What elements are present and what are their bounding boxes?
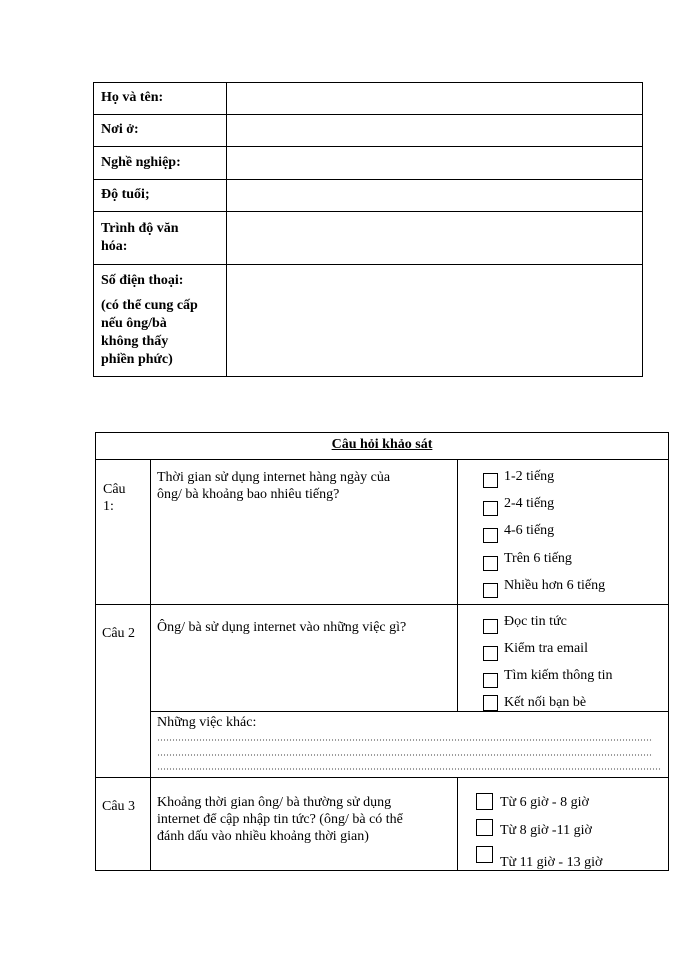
- q3-question-line: internet để cập nhập tin tức? (ông/ bà có thể: [157, 812, 403, 827]
- q1-option-label: 4-6 tiếng: [504, 523, 555, 538]
- q2-other-dotted-line[interactable]: [157, 752, 653, 758]
- q1-option-label: Trên 6 tiếng: [504, 551, 572, 566]
- label-residence: Nơi ở:: [101, 122, 139, 137]
- q2-other-label: Những việc khác:: [157, 715, 257, 730]
- q1-option-label: 1-2 tiếng: [504, 469, 555, 484]
- q2-option-checkbox[interactable]: [483, 695, 498, 711]
- q1-number-line2: 1:: [103, 499, 114, 514]
- label-full-name: Họ và tên:: [101, 90, 164, 105]
- q1-question-line2: ông/ bà khoảng bao nhiêu tiếng?: [157, 487, 340, 502]
- survey-title: Câu hỏi khảo sát: [331, 437, 433, 452]
- input-education[interactable]: [227, 212, 642, 264]
- q1-option-checkbox[interactable]: [483, 583, 498, 598]
- label-phone: Số điện thoại:: [101, 273, 184, 288]
- q2-option-checkbox[interactable]: [483, 673, 498, 688]
- q2-option-label: Tìm kiếm thông tin: [504, 668, 613, 683]
- q2-option-label: Đọc tin tức: [504, 614, 567, 629]
- input-phone[interactable]: [227, 265, 642, 376]
- q2-option-label: Kết nối bạn bè: [504, 695, 587, 710]
- input-residence[interactable]: [227, 115, 642, 146]
- q2-option-label: Kiểm tra email: [504, 641, 588, 656]
- label-education-line2: hóa:: [101, 239, 128, 254]
- q1-question-line1: Thời gian sử dụng internet hàng ngày của: [157, 470, 391, 485]
- q3-number: Câu 3: [102, 799, 136, 814]
- q2-number: Câu 2: [102, 626, 136, 641]
- q3-option-label: Từ 11 giờ - 13 giờ: [500, 855, 603, 870]
- q1-option-checkbox[interactable]: [483, 528, 498, 543]
- q2-other-dotted-line[interactable]: [157, 766, 661, 772]
- q3-option-checkbox[interactable]: [476, 793, 493, 810]
- q2-question: Ông/ bà sử dụng internet vào những việc gì?: [157, 620, 407, 635]
- phone-note-line: nếu ông/bà: [101, 316, 167, 331]
- q3-option-checkbox[interactable]: [476, 846, 493, 863]
- q1-option-checkbox[interactable]: [483, 473, 498, 488]
- phone-note-line: không thấy: [101, 334, 169, 349]
- q2-option-checkbox[interactable]: [483, 646, 498, 661]
- input-full-name[interactable]: [227, 83, 642, 114]
- input-occupation[interactable]: [227, 147, 642, 179]
- phone-note-line: phiền phức): [101, 352, 173, 367]
- q3-question-line: đánh dấu vào nhiều khoảng thời gian): [157, 829, 369, 844]
- q1-option-label: Nhiều hơn 6 tiếng: [504, 578, 606, 593]
- q2-other-dotted-line[interactable]: [157, 737, 653, 743]
- input-age[interactable]: [227, 180, 642, 211]
- q3-option-label: Từ 6 giờ - 8 giờ: [500, 795, 589, 810]
- q3-option-label: Từ 8 giờ -11 giờ: [500, 823, 592, 838]
- q1-number-line1: Câu: [103, 482, 126, 497]
- phone-note-line: (có thể cung cấp: [101, 298, 198, 313]
- label-occupation: Nghề nghiệp:: [101, 155, 181, 170]
- q1-option-checkbox[interactable]: [483, 501, 498, 516]
- q3-option-checkbox[interactable]: [476, 819, 493, 836]
- q2-option-checkbox[interactable]: [483, 619, 498, 634]
- label-education-line1: Trình độ văn: [101, 221, 179, 236]
- q1-option-checkbox[interactable]: [483, 556, 498, 571]
- q1-option-label: 2-4 tiếng: [504, 496, 555, 511]
- label-age: Độ tuổi;: [101, 187, 150, 202]
- q3-question-line: Khoảng thời gian ông/ bà thường sử dụng: [157, 795, 392, 810]
